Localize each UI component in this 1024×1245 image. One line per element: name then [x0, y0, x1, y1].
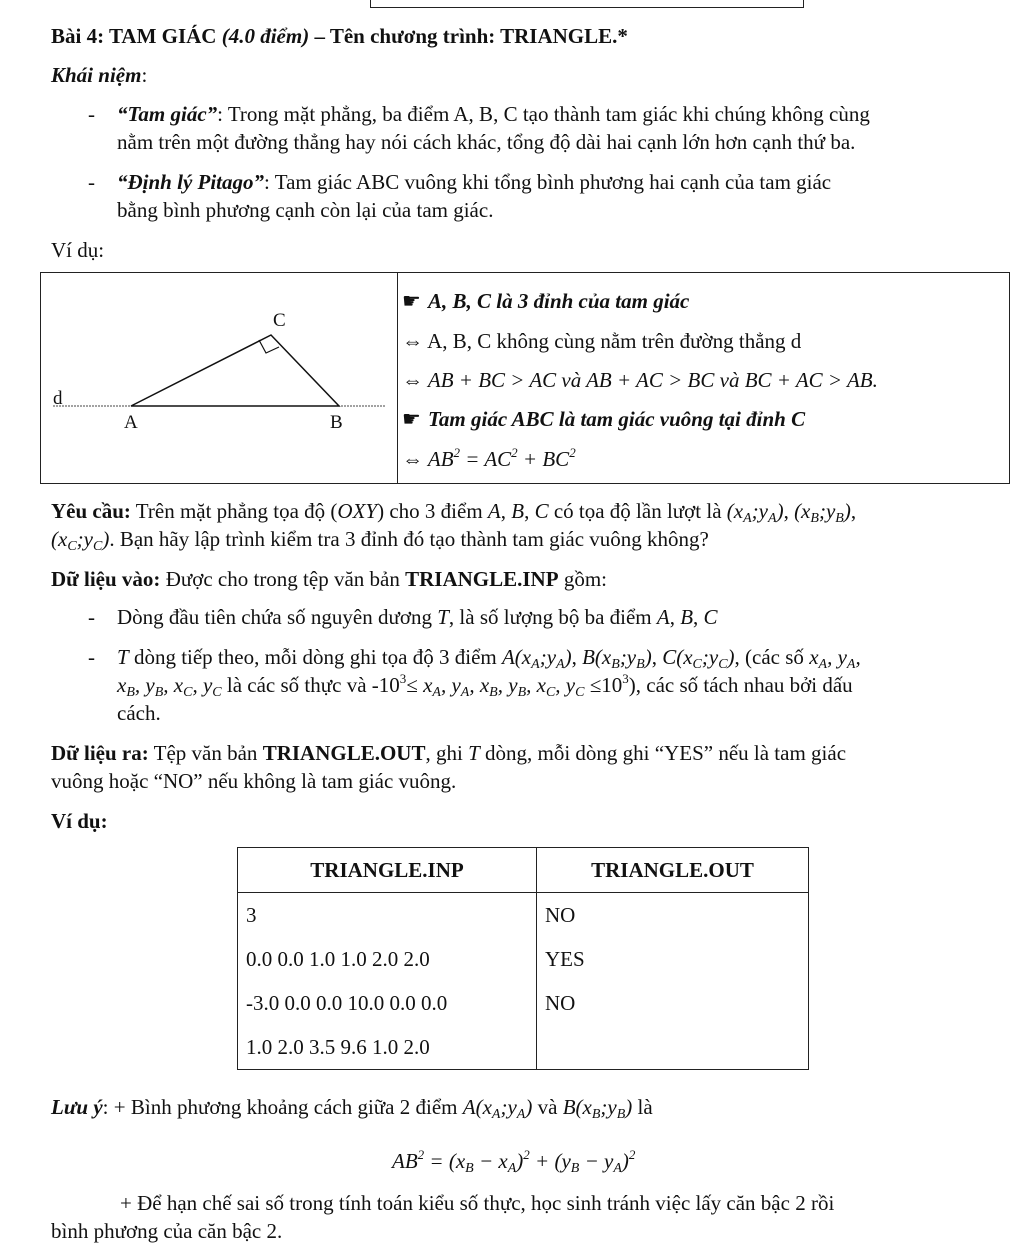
- title-points: (4.0 điểm): [221, 24, 310, 48]
- output-label: Dữ liệu ra:: [51, 741, 149, 765]
- eq-sup: 2: [511, 445, 518, 460]
- right-angle-mark: [259, 340, 279, 353]
- triangle-figure: [41, 273, 397, 483]
- rule-pythagoras-equation: [402, 445, 576, 473]
- input-item-points: T dòng tiếp theo, mỗi dòng ghi tọa độ 3 điểm $A(x_A;y_A)$, $B(x_B;y_B)$, $C(x_C;y_C)$, (các số $x_A$, $y_A$,: [117, 645, 861, 672]
- bullet-dash: -: [88, 605, 95, 629]
- table-row: [238, 893, 809, 938]
- concept-item-pythagoras: [117, 168, 1007, 196]
- input-intro: Được cho trong tệp văn bản: [160, 567, 406, 591]
- requirement-label: Yêu cầu:: [51, 499, 131, 523]
- eq-sup: 2: [569, 445, 576, 460]
- input-item-points-end: cách.: [117, 701, 161, 725]
- eq-ab: ⇔ AB: [402, 447, 454, 471]
- distance-formula: $AB^2 = (x_B - x_A)^2 + (y_B - y_A)^2$: [392, 1147, 636, 1176]
- input-file: TRIANGLE.INP: [405, 567, 559, 591]
- bullet-dash: -: [88, 645, 95, 669]
- title-part1: Bài 4: TAM GIÁC: [51, 24, 222, 48]
- rule-right-triangle-text: Tam giác ABC là tam giác vuông tại đỉnh C: [428, 407, 806, 431]
- table-cell: 1.0 2.0 3.5 9.6 1.0 2.0: [238, 1025, 537, 1070]
- table-cell: 3: [238, 893, 537, 938]
- rule-vertices: [402, 287, 689, 315]
- eq-sup: 2: [453, 445, 461, 460]
- table-header: TRIANGLE.INP: [238, 848, 537, 893]
- concept-box: [40, 272, 1010, 484]
- concept-heading-text: Khái niệm: [51, 63, 142, 87]
- label-c: C: [273, 310, 286, 331]
- output-description-cont: vuông hoặc “NO” nếu không là tam giác vuông.: [51, 769, 457, 793]
- input-label: Dữ liệu vào:: [51, 567, 161, 591]
- example-table: [237, 847, 809, 1070]
- table-cell: NO: [537, 981, 809, 1025]
- output-file: TRIANGLE.OUT: [262, 741, 426, 765]
- label-d: d: [53, 388, 63, 409]
- table-row: [238, 981, 809, 1025]
- table-header-row: [238, 848, 809, 893]
- table-cell: 0.0 0.0 1.0 1.0 2.0 2.0: [238, 937, 537, 981]
- box-divider: [397, 273, 398, 483]
- table-cell: [537, 1025, 809, 1070]
- requirement: Yêu cầu: Trên mặt phẳng tọa độ (OXY) cho 3 điểm A, B, C có tọa độ lần lượt là $(x_A;y_A)$, $(x_B;y_B)$,: [51, 499, 857, 526]
- previous-table-edge: [370, 0, 804, 8]
- rule-inequality: ⇔ AB + BC > AC và AB + AC > BC và BC + AC > AB.: [402, 368, 878, 392]
- concept-heading-colon: :: [141, 63, 148, 87]
- concept-term: “Định lý Pitago”: [117, 170, 265, 194]
- table-cell: -3.0 0.0 0.0 10.0 0.0 0.0: [238, 981, 537, 1025]
- triangle-abc: [131, 335, 339, 406]
- concept-heading: [51, 61, 147, 89]
- table-cell: YES: [537, 937, 809, 981]
- rule-not-collinear: ⇔ A, B, C không cùng nằm trên đường thẳng d: [402, 329, 802, 353]
- bullet-dash: -: [88, 170, 95, 194]
- concept-line: : Trong mặt phẳng, ba điểm A, B, C tạo thành tam giác khi chúng không cùng: [217, 102, 870, 126]
- problem-title: [51, 22, 628, 50]
- eq-ac: = AC: [460, 447, 512, 471]
- concept-item-pythagoras-cont: bằng bình phương cạnh còn lại của tam giác.: [117, 198, 494, 222]
- note-label: Lưu ý: [51, 1095, 103, 1119]
- note-line1: Lưu ý: + Bình phương khoảng cách giữa 2 điểm $A(x_A;y_A)$ và $B(x_B;y_B)$ là: [51, 1095, 653, 1122]
- table-row: [238, 1025, 809, 1070]
- label-a: A: [124, 412, 138, 433]
- concept-item-triangle: [117, 100, 1007, 128]
- example2-heading: Ví dụ:: [51, 809, 108, 833]
- output-intro: Tệp văn bản: [148, 741, 263, 765]
- note-line3: bình phương của căn bậc 2.: [51, 1219, 283, 1243]
- rule-right-triangle: [402, 405, 805, 433]
- input-item-points-cont: $x_B$, $y_B$, $x_C$, $y_C$ là các số thực và $-10^3\le x_A$, $y_A$, $x_B$, $y_B$, $x_C$, $y_C \le 10^3$), các số tách nhau bởi dấu: [117, 671, 853, 700]
- input-description: [51, 565, 607, 593]
- requirement-cont: $(x_C;y_C)$. Bạn hãy lập trình kiểm tra 3 đỉnh đó tạo thành tam giác vuông không?: [51, 527, 709, 554]
- table-header: TRIANGLE.OUT: [537, 848, 809, 893]
- output-description: Dữ liệu ra: Tệp văn bản TRIANGLE.OUT, ghi T dòng, mỗi dòng ghi “YES” nếu là tam giác: [51, 741, 847, 765]
- table-row: [238, 937, 809, 981]
- input-tail: gồm:: [558, 567, 607, 591]
- concept-item-triangle-cont: nằm trên một đường thẳng hay nói cách khác, tổng độ dài hai cạnh lớn hơn cạnh thứ ba.: [117, 130, 856, 154]
- rule-vertices-text: A, B, C là 3 đỉnh của tam giác: [428, 289, 690, 313]
- eq-bc: + BC: [517, 447, 570, 471]
- label-b: B: [330, 412, 343, 433]
- pointing-hand-icon: ☛: [402, 407, 421, 431]
- table-cell: NO: [537, 893, 809, 938]
- title-program: – Tên chương trình: TRIANGLE.*: [309, 24, 628, 48]
- pointing-hand-icon: ☛: [402, 289, 421, 313]
- note-line2: + Để hạn chế sai số trong tính toán kiểu số thực, học sinh tránh việc lấy căn bậc 2 rồi: [120, 1191, 835, 1215]
- example-heading: Ví dụ:: [51, 238, 105, 262]
- bullet-dash: -: [88, 102, 95, 126]
- concept-line: : Tam giác ABC vuông khi tổng bình phương hai cạnh của tam giác: [264, 170, 832, 194]
- input-item-count: Dòng đầu tiên chứa số nguyên dương T, là số lượng bộ ba điểm A, B, C: [117, 605, 718, 629]
- concept-term: “Tam giác”: [117, 102, 218, 126]
